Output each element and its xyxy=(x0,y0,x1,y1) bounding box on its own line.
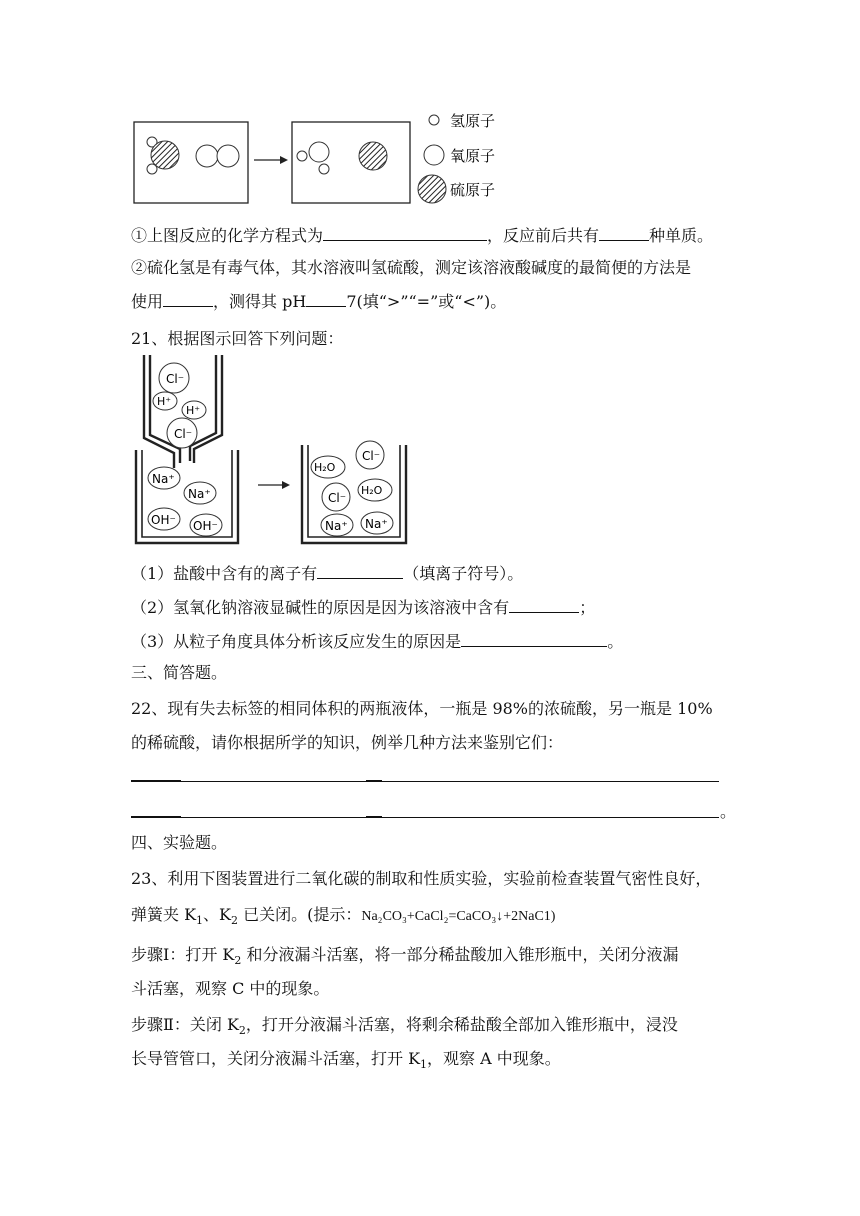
q23-line1: 23、利用下图装置进行二氧化碳的制取和性质实验，实验前检查装置气密性良好， xyxy=(131,869,712,888)
sulfur-atom xyxy=(359,142,387,170)
q23-line2: 弹簧夹 $K_1$、$K_2$ 已关闭。(提示：Na₂CO₃+CaCl₂=CaCO₃↓+2NaC1) xyxy=(131,905,556,928)
legend-oxygen: 氧原子 xyxy=(450,147,496,165)
answer-line-1[interactable] xyxy=(131,781,719,782)
q20-line1: ①上图反应的化学方程式为 ，反应前后共有 种单质。 xyxy=(131,226,714,245)
oxygen-atom xyxy=(309,142,329,162)
hydrogen-atom xyxy=(297,151,307,161)
oxygen-atom xyxy=(196,145,218,167)
neutralization-diagram xyxy=(130,353,420,553)
q22-line2: 的稀硫酸，请你根据所学的知识，例举几种方法来鉴别它们： xyxy=(131,733,564,752)
ion-oh-label: OH⁻ xyxy=(151,513,176,527)
step-1-line2: 斗活塞，观察 C 中的现象。 xyxy=(131,979,330,998)
arrow-head xyxy=(280,156,288,164)
q20-line3: 使用 ，测得其 pH 7(填“>”“=”或“<”)。 xyxy=(131,292,507,311)
step-2-line1: 步骤Ⅱ：关闭 $K_2$，打开分液漏斗活塞，将剩余稀盐酸全部加入锥形瓶中，浸没 xyxy=(131,1015,678,1038)
section-4-heading: 四、实验题。 xyxy=(131,833,228,852)
legend-hydrogen-symbol xyxy=(429,115,439,125)
equation-blank[interactable] xyxy=(323,224,487,241)
legend-sulfur-symbol xyxy=(418,175,446,203)
step-2-line2: 长导管管口，关闭分液漏斗活塞，打开 $K_1$，观察 A 中现象。 xyxy=(131,1049,561,1072)
answer-line-2-mark xyxy=(131,816,181,818)
q22-line1: 22、现有失去标签的相同体积的两瓶液体，一瓶是 98%的浓硫酸，另一瓶是 10% xyxy=(131,699,713,718)
hydrogen-atom xyxy=(319,164,329,174)
oxygen-atom xyxy=(217,145,239,167)
arrow-head xyxy=(282,481,290,489)
ion-na-label: Na⁺ xyxy=(152,472,175,486)
method-blank[interactable] xyxy=(163,290,213,307)
q22-end-mark: 。 xyxy=(720,802,737,821)
q21-part1: （1）盐酸中含有的离子有 （填离子符号）。 xyxy=(131,564,524,583)
particle-reason-blank[interactable] xyxy=(461,630,607,647)
hydrogen-atom xyxy=(147,164,157,174)
ion-cl-label: Cl⁻ xyxy=(328,491,347,505)
legend-hydrogen: 氢原子 xyxy=(450,112,496,130)
ion-cl-label: Cl⁻ xyxy=(174,427,193,441)
ion-h-label: H⁺ xyxy=(186,404,201,417)
answer-line-1-mark xyxy=(366,780,382,782)
ion-na-label: Na⁺ xyxy=(325,519,348,533)
answer-line-2-mark xyxy=(366,816,382,818)
legend-oxygen-symbol xyxy=(424,145,444,165)
section-3-heading: 三、简答题。 xyxy=(131,663,228,682)
ion-oh-label: OH⁻ xyxy=(193,519,218,533)
ions-blank[interactable] xyxy=(317,562,403,579)
step-1-line1: 步骤Ⅰ：打开 $K_2$ 和分液漏斗活塞，将一部分稀盐酸加入锥形瓶中，关闭分液漏 xyxy=(131,945,679,968)
ion-h-label: H⁺ xyxy=(157,395,172,408)
water-label: H₂O xyxy=(361,484,383,497)
hint-equation: Na₂CO₃+CaCl₂=CaCO₃↓+2NaC1) xyxy=(361,909,556,924)
reaction-diagram xyxy=(130,105,510,205)
alkaline-reason-blank[interactable] xyxy=(509,596,579,613)
after-box xyxy=(292,122,410,203)
q21-part2: （2）氢氧化钠溶液显碱性的原因是因为该溶液中含有 ； xyxy=(131,598,596,617)
ion-cl-label: Cl⁻ xyxy=(166,372,185,386)
q20-line2: ②硫化氢是有毒气体，其水溶液叫氢硫酸，测定该溶液酸碱度的最简便的方法是 xyxy=(131,258,692,277)
ion-na-label: Na⁺ xyxy=(365,517,388,531)
ion-cl-label: Cl⁻ xyxy=(362,449,381,463)
q21-title: 21、根据图示回答下列问题： xyxy=(131,329,344,348)
ion-na-label: Na⁺ xyxy=(188,487,211,501)
answer-line-2[interactable] xyxy=(131,817,719,818)
legend-sulfur: 硫原子 xyxy=(450,181,496,199)
answer-line-1-mark xyxy=(131,780,181,782)
q21-part3: （3）从粒子角度具体分析该反应发生的原因是 。 xyxy=(131,632,624,651)
simple-substance-count-blank[interactable] xyxy=(599,224,649,241)
water-label: H₂O xyxy=(314,461,336,474)
ph-compare-blank[interactable] xyxy=(306,290,346,307)
